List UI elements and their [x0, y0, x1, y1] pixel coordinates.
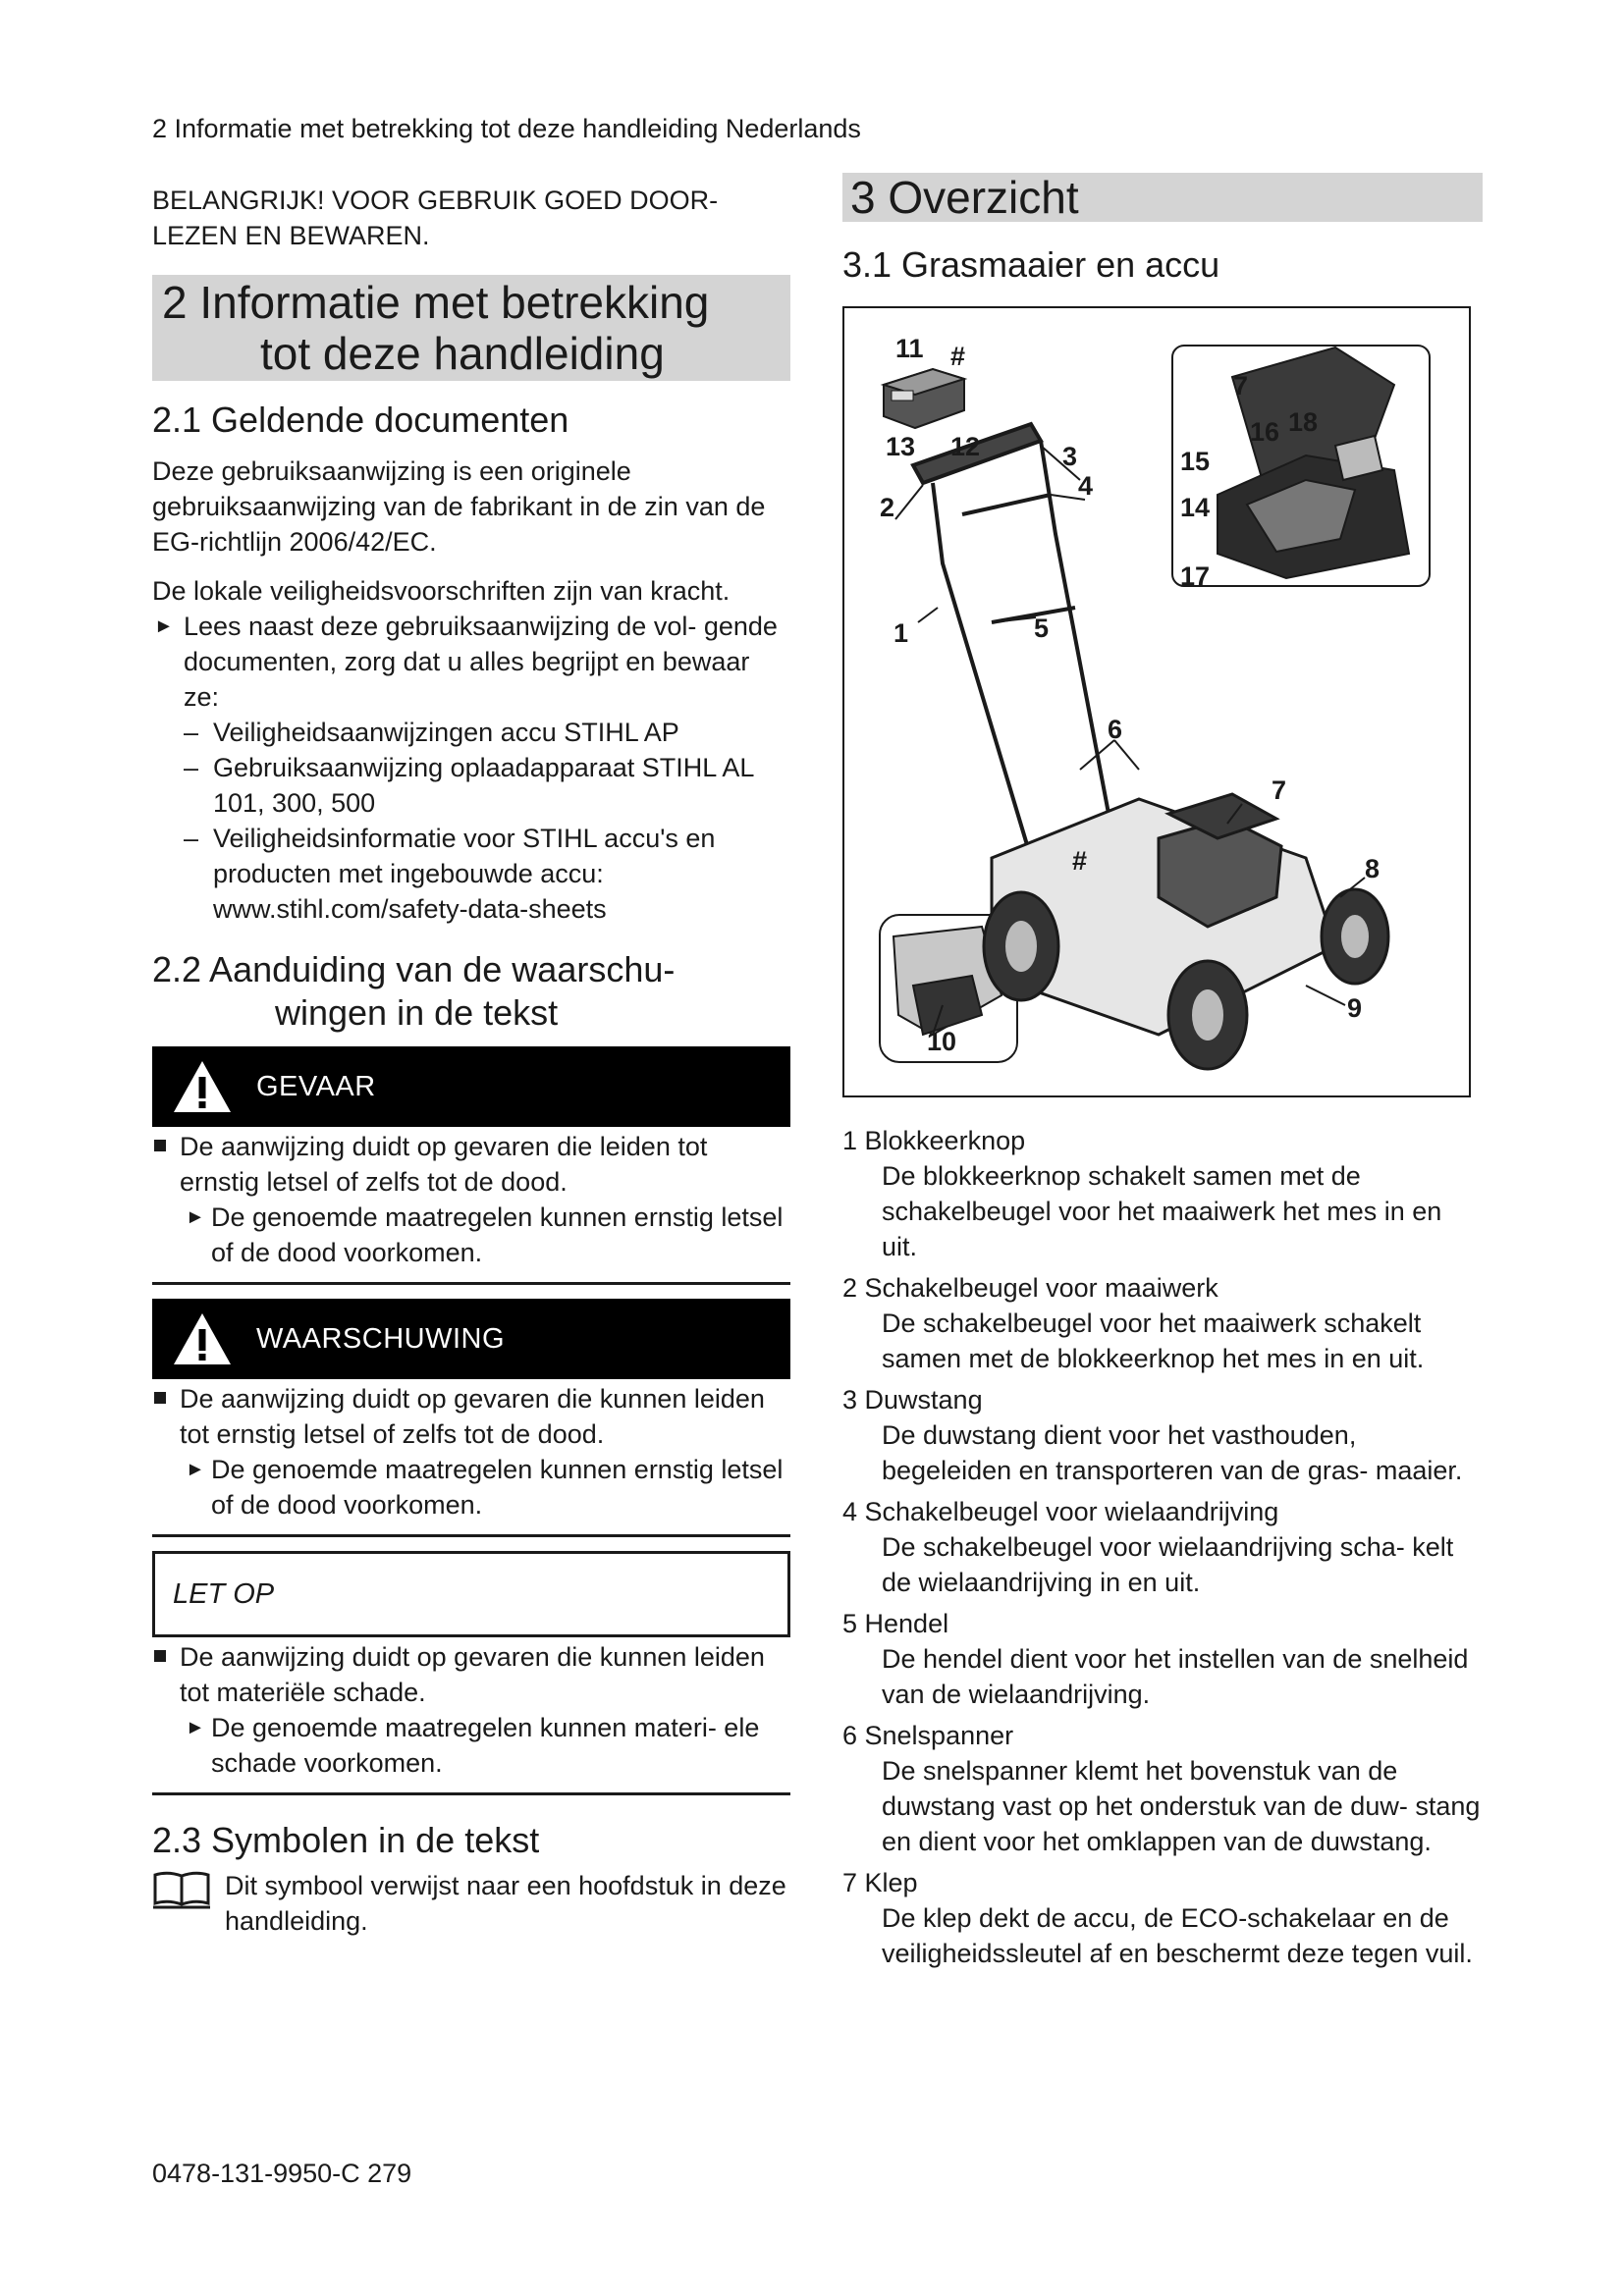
notice-description: De aanwijzing duidt op gevaren die kunnen leiden tot materiële schade.: [152, 1639, 790, 1710]
list-item: – Veiligheidsaanwijzingen accu STIHL AP: [184, 715, 790, 750]
warning-label: WAARSCHUWING: [256, 1322, 506, 1355]
figure-label: 4: [1078, 471, 1094, 501]
important-line-2: LEZEN EN BEWAREN.: [152, 221, 430, 250]
section-2-1-paragraph-2: De lokale veiligheidsvoorschriften zijn van kracht.: [152, 576, 731, 606]
warning-triangle-icon: [172, 1058, 233, 1115]
section-2-2-title-line-2: wingen in de tekst: [275, 992, 559, 1033]
legend-item: [842, 1606, 1483, 1712]
dash-icon: –: [184, 753, 199, 782]
right-column: [842, 173, 1483, 1977]
legend-item-description: De schakelbeugel voor wielaandrijving scha- kelt de wielaandrijving in en uit.: [882, 1532, 1454, 1597]
arrow-bullet-icon: ►: [186, 1206, 205, 1228]
chapter-2-line-2: tot deze handleiding: [260, 328, 665, 379]
figure-label: 15: [1180, 447, 1211, 476]
section-3-1-title: 3.1 Grasmaaier en accu: [842, 244, 1220, 285]
legend-item: [842, 1494, 1483, 1600]
section-2-2-title-line-1: 2.2 Aanduiding van de waarschu-: [152, 949, 676, 989]
divider: [152, 1282, 790, 1285]
component-legend: [842, 1123, 1483, 1971]
divider: [152, 1792, 790, 1795]
legend-item: [842, 1123, 1483, 1264]
arrow-bullet-icon: ►: [154, 615, 174, 637]
instruction-text: Lees naast deze gebruiksaanwijzing de vol- gende documenten, zorg dat u alles begrijpt en bewaar ze:: [184, 612, 778, 712]
mower-overview-figure: [842, 306, 1471, 1097]
figure-label: 8: [1365, 854, 1380, 883]
arrow-bullet-icon: ►: [186, 1717, 205, 1738]
legend-item-title: 4 Schakelbeugel voor wielaandrijving: [842, 1497, 1279, 1526]
notice-box: [152, 1551, 790, 1637]
figure-label: 9: [1347, 993, 1363, 1023]
notice-label: LET OP: [173, 1577, 275, 1610]
section-2-1-paragraph-1: Deze gebruiksaanwijzing is een originele gebruiksaanwijzing van de fabrikant in de zin van de EG-richtlijn 2006/42/EC.: [152, 456, 766, 557]
danger-measure: ► De genoemde maatregelen kunnen ernstig letsel of de dood voorkomen.: [152, 1200, 790, 1270]
figure-label: 3: [1062, 442, 1078, 471]
warning-description: De aanwijzing duidt op gevaren die kunnen leiden tot ernstig letsel of zelfs tot de dood.: [152, 1381, 790, 1452]
book-icon: [152, 1870, 211, 1909]
legend-item: [842, 1865, 1483, 1971]
figure-label: 6: [1108, 715, 1123, 744]
mower-illustration: [844, 308, 1469, 1095]
important-line-1: BELANGRIJK! VOOR GEBRUIK GOED DOOR-: [152, 186, 719, 215]
symbol-explanation-text: Dit symbool verwijst naar een hoofdstuk in deze handleiding.: [225, 1871, 786, 1936]
legend-item-description: De klep dekt de accu, de ECO-schakelaar en de veiligheidssleutel af en beschermt deze tegen vuil.: [882, 1903, 1473, 1968]
figure-label: 18: [1288, 407, 1319, 437]
warning-measure: ► De genoemde maatregelen kunnen ernstig letsel of de dood voorkomen.: [152, 1452, 790, 1522]
symbol-explanation: [152, 1868, 790, 1939]
danger-banner: [152, 1046, 790, 1127]
figure-label: 17: [1180, 561, 1211, 591]
list-item: – Veiligheidsinformatie voor STIHL accu's en producten met ingebouwde accu: www.stihl.com/safety-data-sheets: [184, 821, 790, 927]
dash-icon: –: [184, 718, 199, 747]
legend-item: [842, 1382, 1483, 1488]
page-footer: 0478-131-9950-C 279: [152, 2159, 412, 2188]
figure-label: 5: [1034, 614, 1050, 643]
legend-item-title: 3 Duwstang: [842, 1385, 983, 1415]
section-2-1-instruction: [152, 609, 790, 715]
warning-banner: [152, 1299, 790, 1379]
legend-item-title: 6 Snelspanner: [842, 1721, 1014, 1750]
figure-label: 10: [927, 1027, 957, 1056]
legend-item-description: De schakelbeugel voor het maaiwerk schakelt samen met de blokkeerknop het mes in en uit.: [882, 1308, 1425, 1373]
legend-item-description: De snelspanner klemt het bovenstuk van de duwstang vast op het onderstuk van de duw- stang en dient voor het omklappen van de duwstang.: [882, 1756, 1481, 1856]
documents-list: [152, 715, 790, 927]
battery-compartment-inset: [1172, 346, 1430, 586]
legend-item-title: 5 Hendel: [842, 1609, 949, 1638]
legend-item-description: De duwstang dient voor het vasthouden, begeleiden en transporteren van de gras- maaier.: [882, 1420, 1463, 1485]
figure-label: 7: [1233, 371, 1249, 400]
figure-label: #: [1072, 846, 1088, 876]
figure-label: 2: [880, 493, 895, 522]
legend-item-title: 2 Schakelbeugel voor maaiwerk: [842, 1273, 1218, 1303]
figure-label: 11: [895, 334, 924, 363]
square-bullet-icon: [154, 1650, 166, 1662]
figure-label: 12: [950, 432, 981, 461]
dash-icon: –: [184, 824, 199, 853]
figure-label: 13: [886, 432, 916, 461]
mower-deck-drawing: [984, 794, 1388, 1069]
chapter-2-heading: [152, 275, 790, 381]
battery-drawing: [884, 369, 964, 428]
notice-measure: ► De genoemde maatregelen kunnen materi- ele schade voorkomen.: [152, 1710, 790, 1781]
figure-label: 7: [1272, 775, 1287, 805]
chapter-2-line-1: 2 Informatie met betrekking: [162, 277, 710, 328]
legend-item-title: 7 Klep: [842, 1868, 918, 1897]
left-column: [152, 183, 790, 1939]
chapter-3-heading: 3 Overzicht: [842, 173, 1483, 222]
arrow-bullet-icon: ►: [186, 1459, 205, 1480]
section-2-1-title: 2.1 Geldende documenten: [152, 400, 569, 440]
legend-item-description: De hendel dient voor het instellen van de snelheid van de wielaandrijving.: [882, 1644, 1469, 1709]
list-item: – Gebruiksaanwijzing oplaadapparaat STIHL AL 101, 300, 500: [184, 750, 790, 821]
section-2-2-title: [152, 948, 790, 1035]
important-notice: [152, 183, 790, 253]
divider: [152, 1534, 790, 1537]
figure-label: 14: [1180, 493, 1211, 522]
square-bullet-icon: [154, 1140, 166, 1151]
figure-label: 1: [893, 618, 909, 648]
figure-label: #: [950, 342, 966, 371]
danger-description: De aanwijzing duidt op gevaren die leiden tot ernstig letsel of zelfs tot de dood.: [152, 1129, 790, 1200]
danger-label: GEVAAR: [256, 1070, 376, 1102]
legend-item: [842, 1718, 1483, 1859]
warning-triangle-icon: [172, 1310, 233, 1367]
figure-label: 16: [1250, 417, 1280, 447]
legend-item-description: De blokkeerknop schakelt samen met de schakelbeugel voor het maaiwerk het mes in en uit.: [882, 1161, 1442, 1261]
legend-item: [842, 1270, 1483, 1376]
legend-item-title: 1 Blokkeerknop: [842, 1126, 1026, 1155]
page-header: 2 Informatie met betrekking tot deze handleiding Nederlands: [152, 114, 861, 143]
square-bullet-icon: [154, 1392, 166, 1404]
section-2-3-title: 2.3 Symbolen in de tekst: [152, 1820, 540, 1860]
